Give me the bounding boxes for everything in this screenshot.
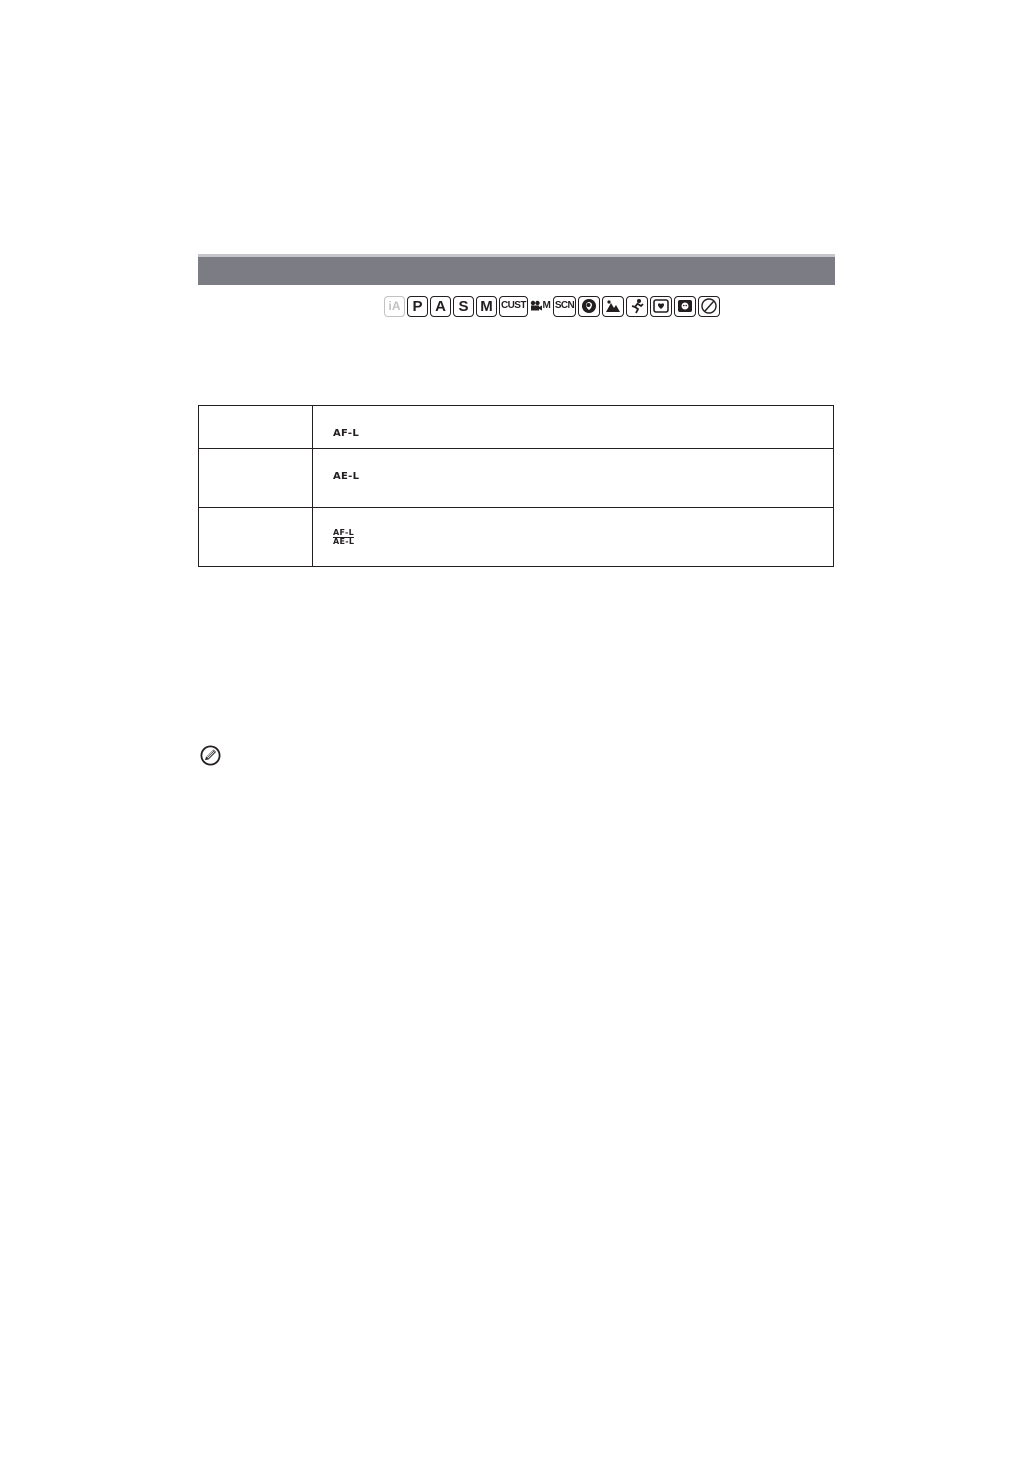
ae-lock-description-cell: [313, 449, 834, 508]
lock-settings-table: [198, 405, 834, 567]
creative-motion-picture-mode-icon: [530, 296, 551, 317]
intelligent-auto-mode-icon: iA: [384, 296, 405, 317]
my-color-mode-icon: [698, 296, 720, 317]
close-up-mode-icon: [650, 296, 672, 317]
af-lock-row: [199, 406, 834, 449]
af-lock-label-cell: [199, 406, 313, 449]
portrait-mode-icon: [578, 296, 600, 317]
af-l-indicator: AF-L: [333, 428, 359, 439]
af-ae-lock-label-cell: [199, 508, 313, 567]
af-ae-lock-description-cell: [313, 508, 834, 567]
note-pencil-icon: [200, 745, 221, 766]
af-lock-description-cell: [313, 406, 834, 449]
scenery-mode-icon: [602, 296, 624, 317]
aperture-priority-mode-icon: A: [430, 296, 451, 317]
ae-lock-label-cell: [199, 449, 313, 508]
scene-mode-icon: SCN: [553, 296, 576, 317]
af-ae-lock-row: [199, 508, 834, 567]
ae-l-indicator: AE-L: [333, 471, 360, 482]
ae-l-indicator-line: AE-L: [333, 537, 355, 546]
movie-camera-icon: [530, 300, 542, 312]
program-ae-mode-icon: P: [407, 296, 428, 317]
applicable-modes-row: [384, 295, 720, 317]
manual-exposure-mode-icon: M: [476, 296, 497, 317]
ae-lock-row: [199, 449, 834, 508]
af-ae-l-indicator: [333, 528, 354, 546]
sports-mode-icon: [626, 296, 648, 317]
creative-motion-picture-mode-label: M: [542, 300, 551, 311]
section-header-bar: [198, 254, 835, 285]
shutter-priority-mode-icon: S: [453, 296, 474, 317]
night-portrait-mode-icon: [674, 296, 696, 317]
af-l-indicator-line: AF-L: [333, 528, 355, 537]
custom-mode-icon: CUST: [499, 296, 528, 317]
